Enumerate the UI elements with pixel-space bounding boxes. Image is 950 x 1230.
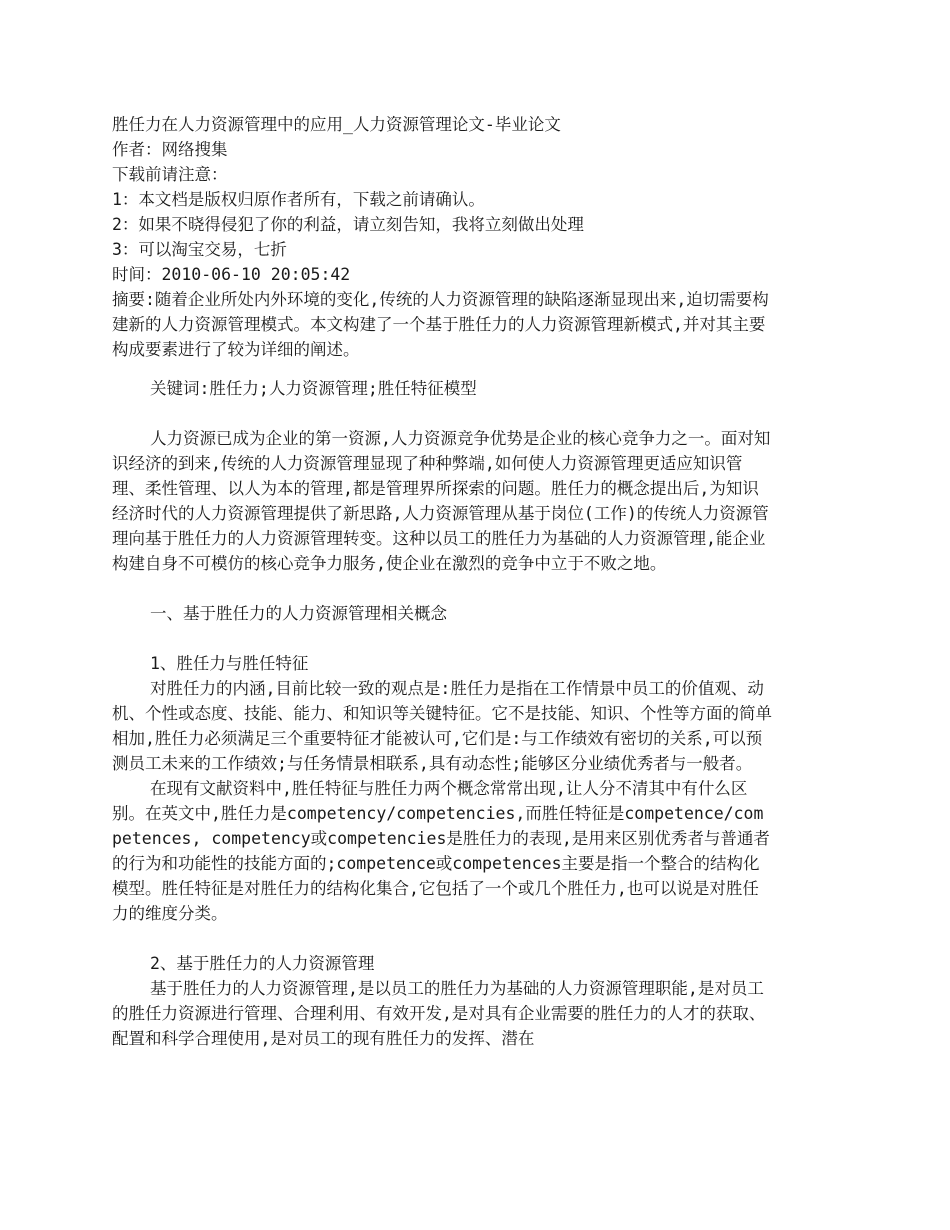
document-page <box>112 112 772 1051</box>
notice-title: 下载前请注意： <box>112 165 228 184</box>
abstract-paragraph: 摘要:随着企业所处内外环境的变化,传统的人力资源管理的缺陷逐渐显现出来,迫切需要构建新的人力资源管理模式。本文构建了一个基于胜任力的人力资源管理新模式,并对其主要构成要素进行了较为详细的阐述。 <box>112 290 769 359</box>
subsection2-paragraph-1: 基于胜任力的人力资源管理,是以员工的胜任力为基础的人力资源管理职能,是对员工的胜任力资源进行管理、合理利用、有效开发,是对具有企业需要的胜任力的人才的获取、配置和科学合理使用,是对员工的现有胜任力的发挥、潜在 <box>112 979 766 1048</box>
document-title: 胜任力在人力资源管理中的应用_人力资源管理论文-毕业论文 <box>112 115 561 134</box>
section-heading-1: 一、基于胜任力的人力资源管理相关概念 <box>150 604 447 623</box>
subsection1-paragraph-1: 对胜任力的内涵,目前比较一致的观点是:胜任力是指在工作情景中员工的价值观、动机、个性或态度、技能、能力、和知识等关键特征。它不是技能、知识、个性等方面的简单相加,胜任力必须满足三个重要特征才能被认可,它们是:与工作绩效有密切的关系,可以预测员工未来的工作绩效;与任务情景相联系,具有动态性;能够区分业绩优秀者与一般者。 <box>112 679 772 773</box>
intro-paragraph: 人力资源已成为企业的第一资源,人力资源竞争优势是企业的核心竞争力之一。面对知识经济的到来,传统的人力资源管理显现了种种弊端,如何使人力资源管理更适应知识管理、柔性管理、以人为本的管理,都是管理界所探索的问题。胜任力的概念提出后,为知识经济时代的人力资源管理提供了新思路,人力资源管理从基于岗位(工作)的传统人力资源管理向基于胜任力的人力资源管理转变。这种以员工的胜任力为基础的人力资源管理,能企业构建自身不可模仿的核心竞争力服务,使企业在激烈的竞争中立于不败之地。 <box>112 429 771 573</box>
keywords-line: 关键词:胜任力;人力资源管理;胜任特征模型 <box>150 379 477 398</box>
subsection-heading-1: 1、胜任力与胜任特征 <box>150 654 309 673</box>
notice-item-3: 3：可以淘宝交易，七折 <box>112 240 287 259</box>
subsection-heading-2: 2、基于胜任力的人力资源管理 <box>150 954 375 973</box>
notice-item-1: 1：本文档是版权归原作者所有，下载之前请确认。 <box>112 190 485 209</box>
notice-item-2: 2：如果不晓得侵犯了你的利益，请立刻告知，我将立刻做出处理 <box>112 215 584 234</box>
time-line: 时间：2010-06-10 20:05:42 <box>112 265 351 284</box>
subsection1-paragraph-2: 在现有文献资料中,胜任特征与胜任力两个概念常常出现,让人分不清其中有什么区别。在英文中,胜任力是competency/competencies,而胜任特征是competence/competences, competency或competencies是胜任力的表现,是用来区别优秀者与普通者的行为和功能性的技能方面的;competence或competences主要是指一个整合的结构化模型。胜任特征是对胜任力的结构化集合,它包括了一个或几个胜任力,也可以说是对胜任力的维度分类。 <box>112 779 770 923</box>
author-line: 作者：网络搜集 <box>112 140 228 159</box>
